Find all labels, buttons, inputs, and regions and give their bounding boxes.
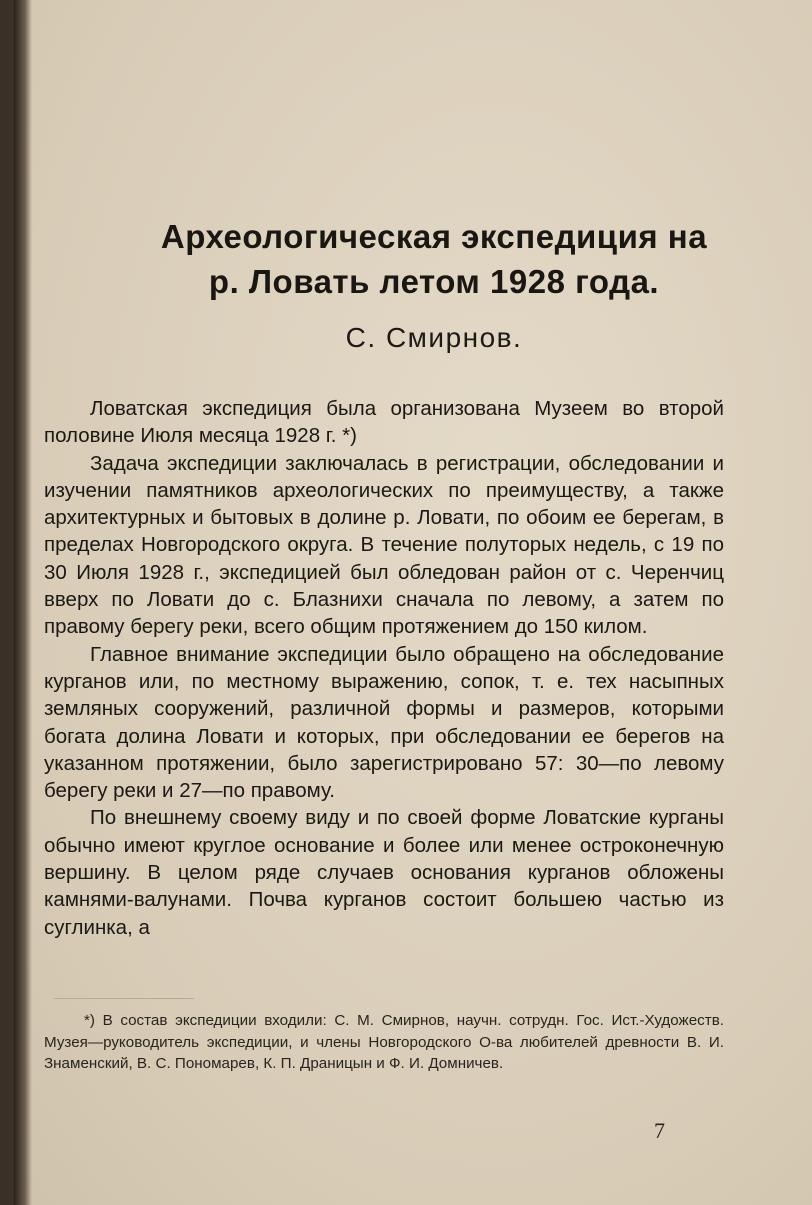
page-spine-shadow	[14, 0, 32, 1205]
footnote-divider	[54, 998, 194, 999]
footnote: *) В состав экспедиции входили: С. М. Смирнов, научн. сотрудн. Гос. Ист.-Художеств. Музея—руководитель экспедиции, и члены Новгородского О-ва любителей древности В. И. Знаменский, В. С. Пономарев, К. П. Драницын и Ф. И. Домничев.	[44, 1012, 724, 1072]
paragraph: По внешнему своему виду и по своей форме Ловатские курганы обычно имеют круглое основание и более или менее остроконечную вершину. В целом ряде случаев основания курганов обложены камнями-валунами. Почва курганов состоит большею частью из суглинка, а	[44, 806, 724, 939]
paragraph: Главное внимание экспедиции было обращено на обследование курганов или, по местному выражению, сопок, т. е. тех насыпных земляных сооружений, различной формы и размеров, которыми богата долина Ловати и которых, при обследовании ее берегов на указанном протяжении, было зарегистрировано 57: 30—по левому берегу реки и 27—по правому.	[44, 642, 724, 803]
book-page	[14, 0, 812, 1205]
paragraph: Ловатская экспедиция была организована Музеем во второй половине Июля месяца 1928 г. *)	[44, 397, 724, 448]
article-body	[44, 395, 724, 941]
article-author: С. Смирнов.	[345, 322, 523, 353]
article-title-line-1: Археологическая экспедиция на	[160, 218, 708, 255]
paragraph: Задача экспедиции заключалась в регистрации, обследовании и изучении памятников археологических по преимуществу, а также архитектурных и бытовых в долине р. Ловати, по обоим ее берегам, в пределах Новгородского округа. В течение полуторых недель, с 19 по 30 Июля 1928 г., экспедицией был обледован район от с. Черенчиц вверх по Ловати до с. Блазнихи сначала по левому, а затем по правому берегу реки, всего общим протяжением до 150 килом.	[44, 451, 724, 639]
page-number: 7	[654, 1118, 665, 1143]
article-title-line-2: р. Ловать летом 1928 года.	[208, 263, 660, 300]
